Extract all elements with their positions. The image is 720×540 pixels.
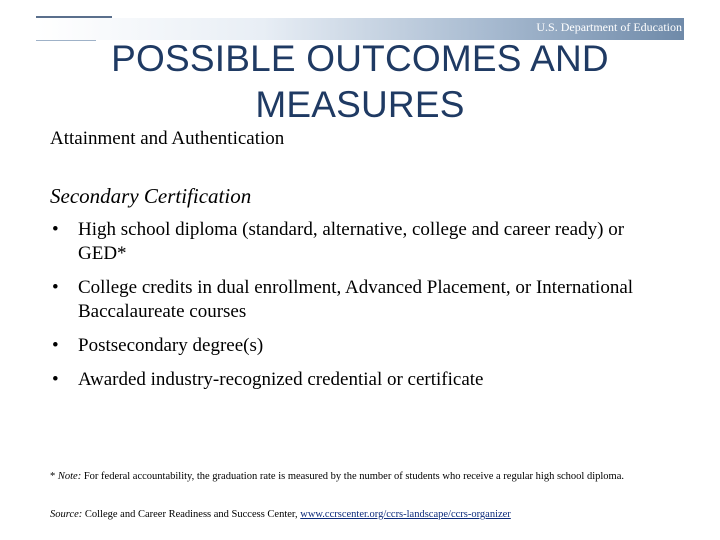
list-item: [50, 334, 670, 358]
list-item: [50, 218, 670, 266]
source-link[interactable]: www.ccrscenter.org/ccrs-landscape/ccrs-organizer: [300, 509, 511, 520]
footnote-note-label: Note:: [57, 471, 82, 482]
bullet-text: High school diploma (standard, alternative, college and career ready) or GED*: [78, 219, 625, 264]
section-heading: Secondary Certification: [50, 184, 252, 208]
slide-subtitle: Attainment and Authentication: [50, 128, 285, 149]
bullet-icon: •: [52, 277, 59, 298]
bullet-text: College credits in dual enrollment, Advanced Placement, or International Baccalaureate courses: [78, 277, 634, 322]
list-item: [50, 276, 670, 324]
slide-title: POSSIBLE OUTCOMES AND MEASURES: [111, 38, 609, 125]
bullet-icon: •: [52, 335, 59, 356]
source-text: College and Career Readiness and Success Center,: [82, 509, 301, 520]
source-line: [50, 509, 690, 520]
footnote-text: For federal accountability, the graduation rate is measured by the number of students who receive a regular high school diploma.: [81, 471, 625, 482]
bullet-text: Postsecondary degree(s): [78, 335, 264, 356]
source-label: Source:: [50, 509, 83, 520]
list-item: [50, 368, 670, 392]
bullet-text: Awarded industry-recognized credential or certificate: [78, 369, 484, 390]
bullet-list: [50, 218, 670, 402]
footnote-marker: *: [50, 471, 58, 482]
bullet-icon: •: [52, 369, 59, 390]
bullet-icon: •: [52, 219, 59, 240]
department-label: U.S. Department of Education: [536, 20, 682, 34]
footnote: [50, 469, 680, 485]
